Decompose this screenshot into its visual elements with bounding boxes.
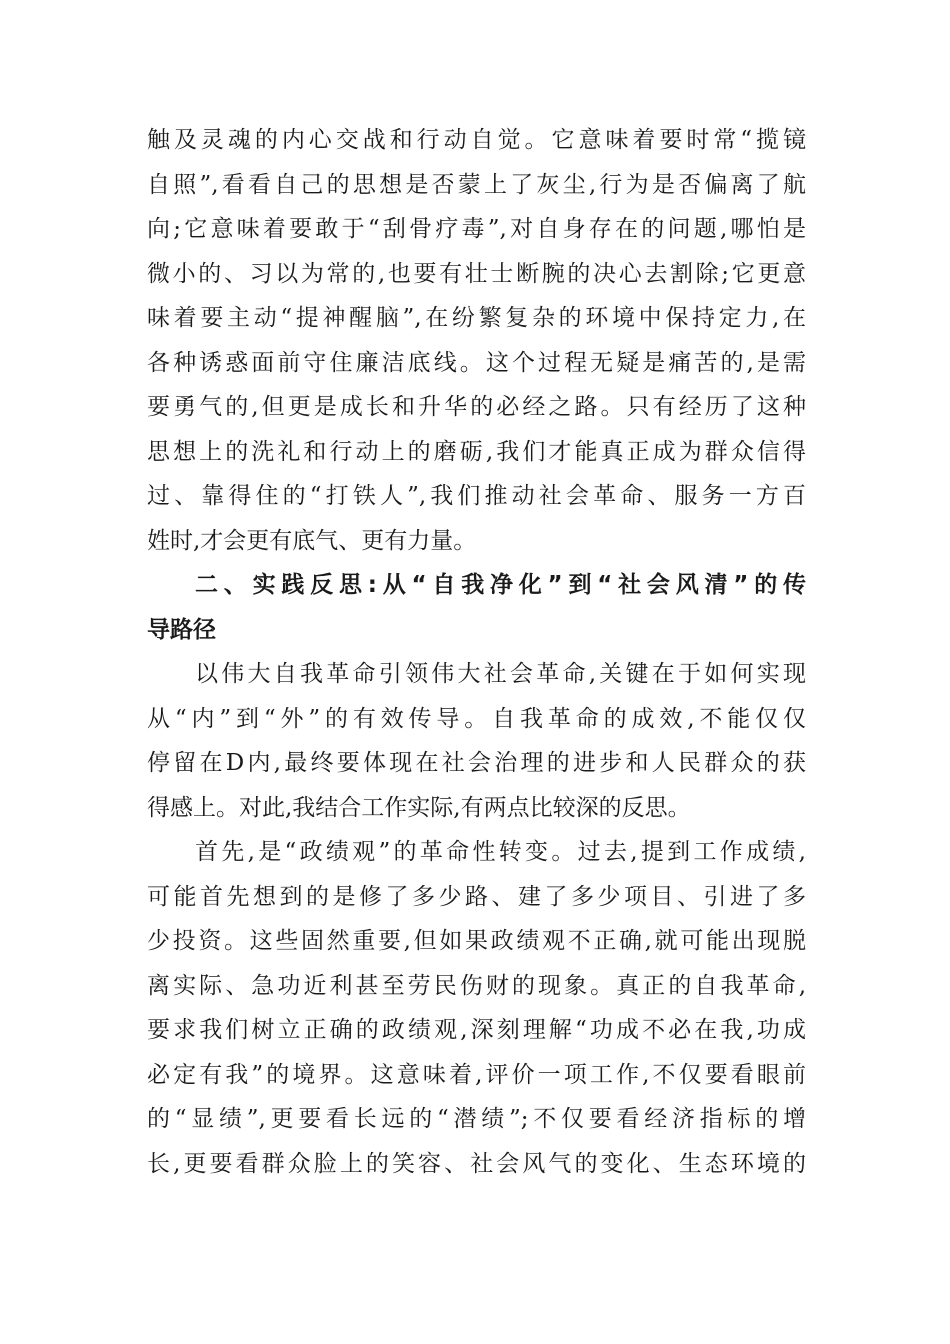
text-line: 离实际、急功近利甚至劳民伤财的现象。真正的自我革命, — [147, 972, 806, 999]
text-line: 停留在D内,最终要体现在社会治理的进步和人民群众的获 — [147, 750, 806, 776]
text-line: 触及灵魂的内心交战和行动自觉。它意味着要时常“揽镜 — [147, 127, 806, 153]
text-line: 各种诱惑面前守住廉洁底线。这个过程无疑是痛苦的,是需 — [147, 349, 806, 376]
paragraph — [147, 830, 806, 1186]
text-line: 导路径 — [147, 616, 216, 643]
text-line: 从“内”到“外”的有效传导。自我革命的成效,不能仅仅 — [147, 705, 806, 732]
text-line: 可能首先想到的是修了多少路、建了多少项目、引进了多 — [147, 883, 806, 910]
paragraph — [147, 118, 806, 563]
text-line: 少投资。这些固然重要,但如果政绩观不正确,就可能出现脱 — [147, 928, 806, 954]
text-line: 思想上的洗礼和行动上的磨砺,我们才能真正成为群众信得 — [147, 438, 806, 465]
text-line: 得感上。对此,我结合工作实际,有两点比较深的反思。 — [147, 794, 691, 821]
text-line: 向;它意味着要敢于“刮骨疗毒”,对自身存在的问题,哪怕是 — [147, 216, 806, 242]
text-line: 自照”,看看自己的思想是否蒙上了灰尘,行为是否偏离了航 — [147, 171, 806, 198]
text-line: 过、靠得住的“打铁人”,我们推动社会革命、服务一方百 — [147, 483, 806, 509]
text-line: 姓时,才会更有底气、更有力量。 — [147, 527, 477, 554]
text-line: 的“显绩”,更要看长远的“潜绩”;不仅要看经济指标的增 — [147, 1106, 806, 1132]
text-line: 味着要主动“提神醒脑”,在纷繁复杂的环境中保持定力,在 — [147, 305, 806, 331]
text-line: 要勇气的,但更是成长和升华的必经之路。只有经历了这种 — [147, 394, 806, 420]
text-line: 二、实践反思:从“自我净化”到“社会风清”的传 — [195, 572, 806, 598]
text-line: 以伟大自我革命引领伟大社会革命,关键在于如何实现 — [195, 661, 806, 687]
text-line: 微小的、习以为常的,也要有壮士断腕的决心去割除;它更意 — [147, 260, 806, 287]
section-heading — [147, 563, 806, 652]
text-line: 长,更要看群众脸上的笑容、社会风气的变化、生态环境的 — [147, 1150, 806, 1177]
document-page — [147, 118, 806, 1186]
paragraph — [147, 652, 806, 830]
text-line: 首先,是“政绩观”的革命性转变。过去,提到工作成绩, — [195, 839, 806, 865]
text-line: 要求我们树立正确的政绩观,深刻理解“功成不必在我,功成 — [147, 1017, 806, 1043]
text-line: 必定有我”的境界。这意味着,评价一项工作,不仅要看眼前 — [147, 1061, 806, 1088]
